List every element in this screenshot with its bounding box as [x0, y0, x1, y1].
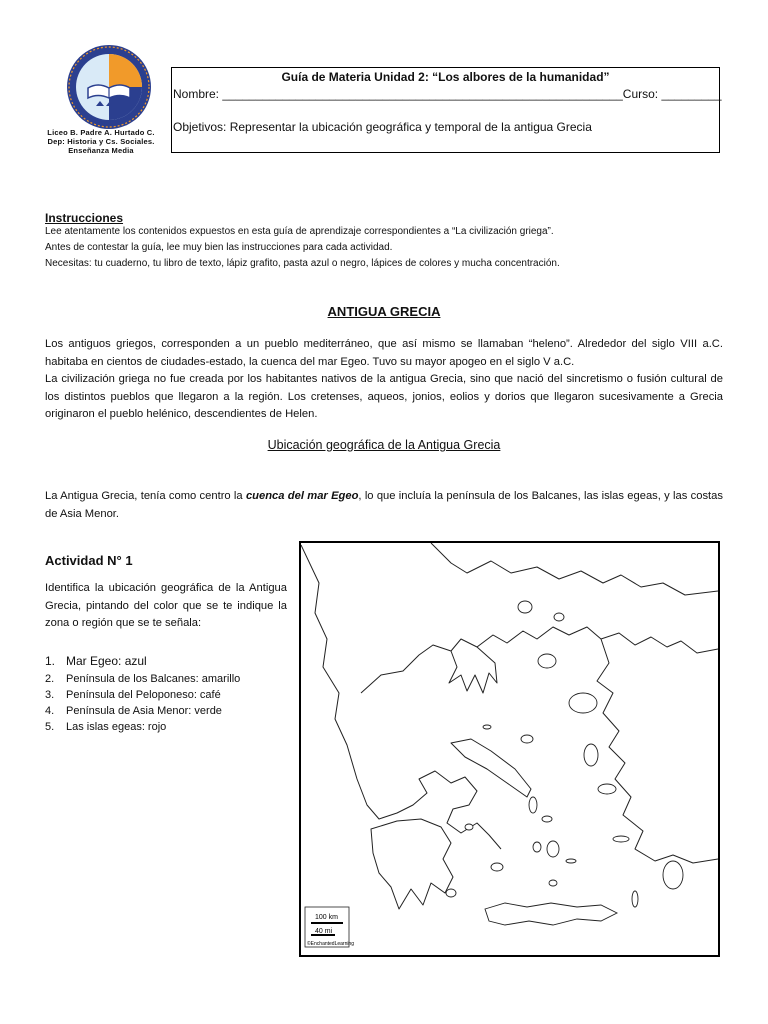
list-item: [45, 671, 240, 687]
skyros-island: [521, 735, 533, 743]
kos-island: [613, 836, 629, 842]
paros-island: [533, 842, 541, 852]
skiathos-island: [483, 725, 491, 729]
objectives-text: Objetivos: Representar la ubicación geográfica y temporal de la antigua Grecia: [173, 120, 592, 134]
item-number: 5.: [45, 721, 55, 733]
thera-island: [549, 880, 557, 886]
activity-list: [45, 652, 240, 735]
instruction-line: Antes de contestar la guía, lee muy bien las instrucciones para cada actividad.: [45, 242, 393, 253]
amorgos-island: [566, 859, 576, 863]
balkan-coastline: [301, 545, 501, 849]
chios-island: [584, 744, 598, 766]
list-item: [45, 703, 240, 719]
item-text: Las islas egeas: rojo: [66, 721, 167, 733]
activity-title: Actividad N° 1: [45, 553, 133, 568]
scale-mi-label: 40 mi: [315, 928, 333, 935]
milos-island: [491, 863, 503, 871]
map-drawing: [301, 543, 718, 955]
rhodes-island: [663, 861, 683, 889]
school-level: Enseñanza Media: [68, 146, 134, 155]
item-text: Península de los Balcanes: amarillo: [66, 673, 241, 685]
instructions-heading: Instrucciones: [45, 211, 124, 225]
section-title: ANTIGUA GRECIA: [327, 304, 441, 319]
crete-island: [485, 903, 617, 925]
list-item: [45, 687, 240, 703]
school-crest-icon: [66, 44, 152, 130]
tinos-island: [542, 816, 552, 822]
list-item: [45, 719, 240, 735]
item-number: 3.: [45, 689, 55, 701]
euboea-island: [451, 739, 531, 797]
naxos-island: [547, 841, 559, 857]
kythira-island: [446, 889, 456, 897]
intro-paragraph: Los antiguos griegos, corresponden a un pueblo mediterráneo, que así mismo se llamaban “heleno”. Alrededor del siglo VIII a.C. habitaba en cientos de ciudades-estado, la cuenca del mar Egeo. Tuvo su mayor apogeo en el siglo V a.C.: [45, 338, 723, 368]
activity-description: Identifica la ubicación geográfica de la Antigua Grecia, pintando del color que se te indique la zona o región que se te señala:: [45, 582, 287, 629]
karpathos-island: [632, 891, 638, 907]
samos-island: [598, 784, 616, 794]
item-number: 1.: [45, 654, 56, 668]
location-paragraph: [45, 488, 723, 523]
school-department: Dep: Historia y Cs. Sociales.: [47, 137, 155, 146]
location-text-before: La Antigua Grecia, tenía como centro la: [45, 490, 246, 502]
greece-outline-map[interactable]: [299, 541, 720, 957]
lesbos-island: [569, 693, 597, 713]
item-number: 4.: [45, 705, 55, 717]
location-emphasis: cuenca del mar Egeo: [245, 490, 359, 502]
item-text: Península de Asia Menor: verde: [66, 705, 222, 717]
asia-minor-coast: [597, 639, 718, 863]
chalkidiki: [449, 647, 497, 693]
item-text: Mar Egeo: azul: [66, 654, 147, 668]
location-text-after: , lo que incluía la península de los Balcanes, las islas egeas, y las costas de Asia Menor.: [45, 490, 723, 520]
thasos-island: [518, 601, 532, 613]
aegina-island: [465, 824, 473, 830]
guide-title: Guía de Materia Unidad 2: “Los albores de la humanidad”: [281, 70, 610, 84]
instruction-line: Necesitas: tu cuaderno, tu libro de texto, lápiz grafito, pasta azul o negro, lápices de colores y mucha concentración.: [45, 258, 560, 269]
item-number: 2.: [45, 673, 55, 685]
scale-km-label: 100 km: [315, 914, 338, 921]
school-name: Liceo B. Padre A. Hurtado C.: [47, 128, 155, 137]
map-credit: ©EnchantedLearning: [307, 941, 355, 947]
instruction-line: Lee atentamente los contenidos expuestos en esta guía de aprendizaje correspondientes a “La civilización griega”.: [45, 226, 554, 237]
item-text: Península del Peloponeso: café: [66, 689, 221, 701]
samothrace-island: [554, 613, 564, 621]
thracian-coast: [431, 543, 718, 595]
location-subtitle: Ubicación geográfica de la Antigua Grecia: [267, 438, 501, 452]
origin-paragraph: La civilización griega no fue creada por los habitantes nativos de la antigua Grecia, sino que nació del sincretismo o fusión cultural de los distintos pueblos que llegaron a la región. Los cretenses, aqueos, jonios, eolios y dorios que llegaron sucesivamente a Grecia originaron el pueblo helénico, descendientes de Helen.: [45, 373, 723, 420]
list-item: [45, 652, 240, 671]
peloponnese: [371, 819, 453, 909]
nombre-curso-field[interactable]: Nombre: ____________________________________________________________Curso: _________: [173, 87, 722, 101]
andros-island: [529, 797, 537, 813]
lemnos-island: [538, 654, 556, 668]
